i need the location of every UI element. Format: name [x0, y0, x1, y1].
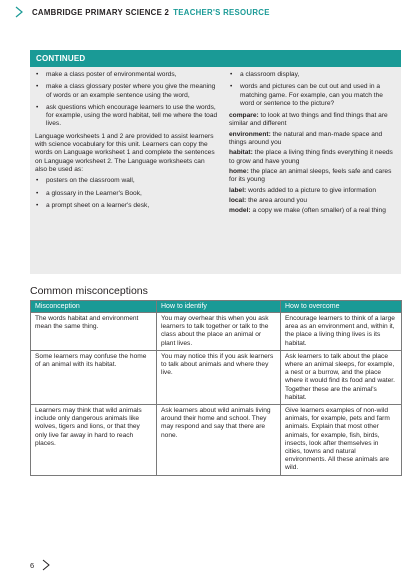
bullet-item: [229, 83, 395, 108]
continued-box: [30, 50, 401, 274]
language-worksheets-paragraph: Language worksheets 1 and 2 are provided to assist learners with science vocabulary for this unit. Learners can copy the words on Language worksheet 1 and complete the sentences on Language worksheet 2. The Language worksheets can also be used as:: [35, 132, 215, 173]
bullet-text: make a class glossary poster where you give the meaning of words or an example sentence using the word,: [46, 83, 216, 99]
bullet-text: ask questions which encourage learners to use the words, for example, using the word habitat, tell me where the toad lives.: [46, 103, 218, 128]
definition-text: the place a living thing finds everything it needs to grow and have young: [229, 149, 393, 165]
misconceptions-table: [30, 300, 402, 476]
definition-text: the place an animal sleeps, feels safe and cares for its young: [229, 167, 392, 184]
table-cell: The words habitat and environment mean the same thing.: [31, 313, 157, 351]
table-cell: Encourage learners to think of a large area as an environment and, within it, the place a living thing lives is its habitat.: [281, 313, 402, 351]
definition-term: habitat:: [229, 149, 253, 157]
bullet-item: [35, 190, 218, 198]
chevron-right-icon: [42, 559, 50, 571]
bullet-icon: •: [230, 83, 233, 91]
definition-term: environment:: [229, 130, 271, 138]
bullet-icon: •: [36, 177, 39, 185]
definition-environment: [229, 131, 395, 148]
header-text: [32, 8, 270, 17]
definition-label: [229, 187, 395, 195]
bullet-icon: •: [230, 71, 233, 78]
page-number: 6: [30, 560, 35, 570]
section-heading: Common misconceptions: [30, 285, 148, 297]
definition-compare: [229, 112, 395, 129]
continued-right-column: [229, 71, 395, 217]
table-row: [31, 405, 402, 476]
definition-term: compare:: [229, 112, 259, 120]
definition-term: label:: [229, 186, 247, 194]
bullet-item: [35, 177, 218, 185]
definition-text: a copy we make (often smaller) of a real thing: [250, 207, 386, 215]
bullet-icon: •: [36, 201, 39, 209]
bullet-icon: •: [36, 71, 39, 78]
table-cell: Ask learners to talk about the place where an animal sleeps, for example, a nest or a burrow, and the place where it would find its food and water. Together these are the animal's habitat.: [281, 350, 402, 404]
definition-term: home:: [229, 167, 249, 175]
definition-home: [229, 168, 395, 185]
continued-title: CONTINUED: [30, 50, 401, 67]
table-cell: Learners may think that wild animals include only dangerous animals like wolves, tigers and lions, or that they only live far away in hard to reach places.: [31, 405, 157, 476]
bullet-item: [35, 83, 218, 100]
table-cell: You may notice this if you ask learners to talk about animals and where they live.: [157, 350, 281, 404]
bullet-text: words and pictures can be cut out and used in a matching game. For example, can you match the word or sentence to the picture?: [240, 83, 383, 107]
table-header-row: [31, 301, 402, 313]
definition-term: local:: [229, 196, 247, 204]
continued-left-column: [35, 71, 218, 214]
column-header: How to overcome: [281, 301, 402, 313]
bullet-item: [229, 71, 395, 79]
definition-text: words added to a picture to give information: [246, 186, 376, 194]
bullet-item: [35, 202, 218, 210]
column-header: Misconception: [31, 301, 157, 313]
bullet-icon: •: [36, 83, 39, 91]
definition-habitat: [229, 149, 395, 166]
bullet-text: make a class poster of environmental words,: [46, 71, 177, 78]
definition-text: to look at two things and find things that are similar and different: [229, 112, 388, 128]
table-cell: Give learners examples of non-wild animals, for example, pets and farm animals. Explain that most other animals, for example, fish, birds, insects, look after themselves in cities, towns and natural environments. All these animals are wild.: [281, 405, 402, 476]
table-cell: Some learners may confuse the home of an animal with its habitat.: [31, 350, 157, 404]
bullet-text: posters on the classroom wall,: [46, 177, 135, 185]
chevron-right-icon: [14, 6, 24, 18]
table-row: [31, 350, 402, 404]
book-title: CAMBRIDGE PRIMARY SCIENCE 2: [32, 7, 170, 17]
definition-term: model:: [229, 207, 251, 215]
definition-text: the natural and man-made space and things around you: [229, 130, 383, 147]
table-cell: Ask learners about wild animals living around their home and school. They may respond and say that there are none.: [157, 405, 281, 476]
bullet-item: [35, 71, 218, 79]
resource-label: TEACHER'S RESOURCE: [173, 7, 270, 17]
definition-local: [229, 197, 395, 205]
column-header: How to identify: [157, 301, 281, 313]
bullet-text: a glossary in the Learner's Book,: [46, 189, 142, 197]
running-header: [14, 6, 270, 18]
bullet-text: a classroom display,: [240, 71, 300, 78]
bullet-icon: •: [36, 103, 39, 111]
bullet-text: a prompt sheet on a learner's desk,: [46, 201, 150, 209]
definition-model: [229, 207, 395, 215]
definition-text: the area around you: [246, 196, 308, 204]
page-footer: [30, 559, 50, 571]
bullet-item: [35, 104, 218, 129]
table-row: [31, 313, 402, 351]
table-cell: You may overhear this when you ask learners to talk together or talk to the class about the place an animal or plant lives.: [157, 313, 281, 351]
bullet-icon: •: [36, 189, 39, 197]
